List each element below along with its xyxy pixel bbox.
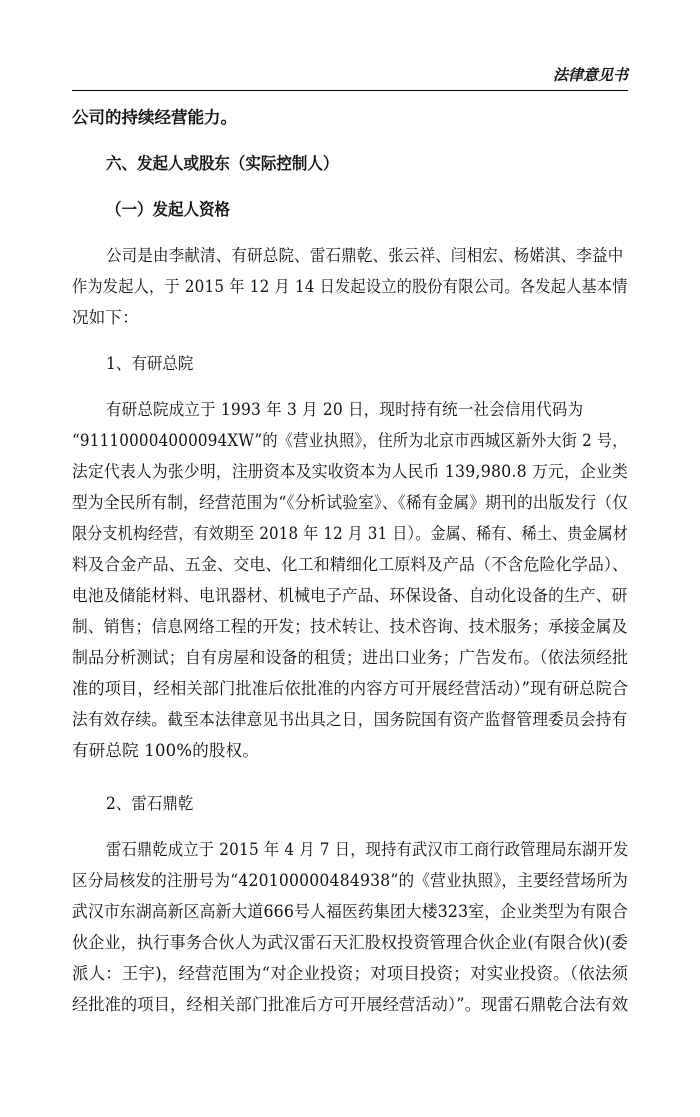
item-heading: 1、有研总院 (106, 354, 194, 373)
text-line: 法有效存续。截至本法律意见书出具之日，国务院国有资产监督管理委员会持有 (72, 710, 628, 729)
text-line: 限分支机构经营，有效期至 2018 年 12 月 31 日）。金属、稀有、稀土、贵金属材 (72, 524, 629, 543)
text-line: 有研总院成立于 1993 年 3 月 20 日，现时持有统一社会信用代码为 (106, 400, 584, 419)
text-line: 制品分析测试；自有房屋和设备的租赁；进出口业务；广告发布。（依法须经批 (72, 648, 629, 667)
text-line: 武汉市东湖高新区高新大道666号人福医药集团大楼323室，企业类型为有限合 (72, 902, 628, 921)
text-line: 公司是由李献清、有研总院、雷石鼎乾、张云祥、闫相宏、杨婼淇、李益中 (106, 246, 624, 265)
section-heading: 六、发起人或股东（实际控制人） (106, 154, 339, 173)
text-line: 电池及储能材料、电讯器材、机械电子产品、环保设备、自动化设备的生产、研 (72, 586, 628, 605)
text-line: 况如下： (72, 308, 139, 327)
text-line: 伙企业，执行事务合伙人为武汉雷石天汇股权投资管理合伙企业(有限合伙)(委 (72, 933, 629, 952)
text-line: 公司的持续经营能力。 (72, 108, 237, 127)
document-header-title: 法律意见书 (552, 66, 628, 84)
item-heading: 2、雷石鼎乾 (106, 794, 194, 813)
text-line: 经批准的项目，经相关部门批准后方可开展经营活动）”。现雷石鼎乾合法有效 (72, 995, 629, 1014)
text-line: 派人：王宇)，经营范围为“对企业投资；对项目投资；对实业投资。（依法须 (72, 964, 629, 983)
text-line: 准的项目，经相关部门批准后依批准的内容方可开展经营活动）”现有研总院合 (72, 679, 629, 698)
text-line: 料及合金产品、五金、交电、化工和精细化工原料及产品（不含危险化学品）、 (72, 555, 629, 574)
header-divider (72, 90, 628, 91)
text-line: “911100004000094XW”的《营业执照》，住所为北京市西城区新外大街 2 号， (72, 431, 628, 450)
text-line: 作为发起人，于 2015 年 12 月 14 日发起设立的股份有限公司。各发起人基本情 (72, 277, 628, 296)
subsection-heading: （一）发起人资格 (106, 200, 230, 219)
text-line: 雷石鼎乾成立于 2015 年 4 月 7 日，现持有武汉市工商行政管理局东湖开发 (106, 840, 629, 859)
text-line: 区分局核发的注册号为“420100000484938”的《营业执照》，主要经营场所为 (72, 871, 628, 890)
text-line: 法定代表人为张少明，注册资本及实收资本为人民币 139,980.8 万元，企业类 (72, 462, 628, 481)
text-line: 制、销售；信息网络工程的开发；技术转让、技术咨询、技术服务；承接金属及 (72, 617, 628, 636)
text-line: 型为全民所有制，经营范围为“《分析试验室》、《稀有金属》期刊的出版发行（仅 (72, 493, 629, 512)
text-line: 有研总院 100%的股权。 (72, 741, 260, 760)
